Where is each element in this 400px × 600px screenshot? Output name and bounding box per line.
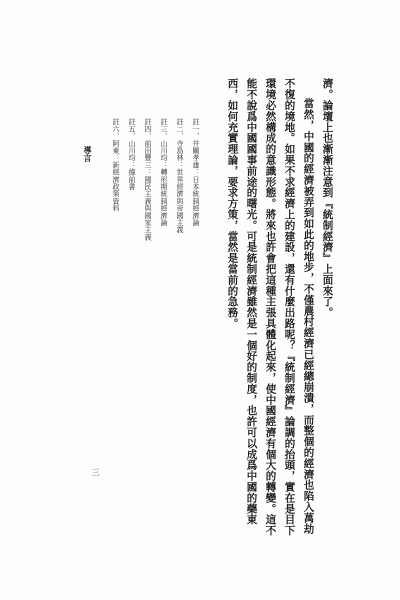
body-column-5: 能不說爲中國國事前途的曙光。可是統制經濟雖然是一個好的制度，也許可以成爲中國的藥東 (245, 78, 258, 525)
body-column-2: 當然，中國的經濟被弄到如此的地步，不僅農村經濟已經總崩潰，而整個的經濟也陷入萬劫 (302, 98, 315, 534)
body-column-1: 濟。論壇上也漸漸注意到『統制經濟』上面來了。 (321, 78, 334, 318)
footnote-4: 註四、前田豐三：國民主義與國家主義 (144, 118, 152, 241)
body-column-4: 環境必然構成的意識形態。將來也許會把這種主張具體化起來，使中國經濟有個大的轉變。這不 (264, 78, 277, 536)
footnote-1: 註一、井關孝雄：日本統制經濟論 (192, 118, 200, 226)
body-column-3: 不復的境地。如果不求經濟上的建設，還有什麼出路呢？『統制經濟』論調的抬頭，實在是目下 (283, 78, 296, 536)
footnote-6: 註六、阿東：新經濟政策資料 (112, 118, 120, 212)
footnote-2: 註二、寺島林：世界經濟與帝國主義 (176, 118, 184, 234)
body-column-6: 西，如何充實理論，要求方策，當然是當前的急務。 (226, 78, 239, 329)
footnote-3: 註三、山川均：轉形期統制經濟論 (160, 118, 168, 226)
footnote-5: 註五、山川均：據前書 (128, 118, 136, 190)
page-number: 三 (91, 468, 100, 476)
margin-label: 導言 (83, 146, 93, 162)
